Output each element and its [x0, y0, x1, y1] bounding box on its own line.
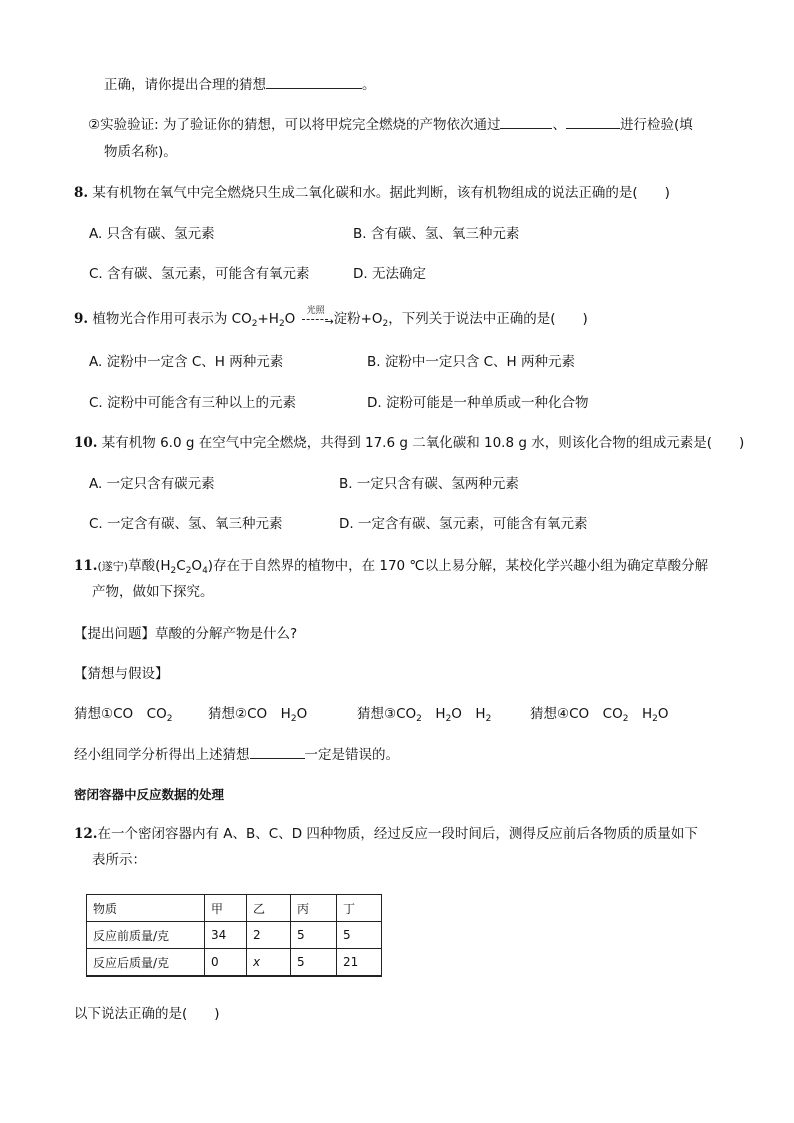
table-cell: x	[247, 949, 291, 977]
table-header-cell: 甲	[205, 895, 247, 922]
table-cell: 5	[291, 922, 337, 949]
subscript: 2	[251, 319, 258, 329]
table-header-cell: 乙	[247, 895, 291, 922]
subscript: 2	[416, 714, 422, 724]
question-stem: 草酸(H	[128, 558, 171, 574]
table-cell: 0	[205, 949, 247, 977]
table-cell: 34	[205, 922, 247, 949]
q10-stem	[74, 433, 744, 453]
subscript: 2	[290, 714, 297, 724]
question-stem: C	[176, 558, 186, 574]
subscript: 2	[652, 714, 658, 724]
subscript: 2	[170, 566, 177, 576]
hypothesis-text: O	[657, 706, 669, 722]
subscript: 2	[445, 714, 452, 724]
hypothesis-text: H	[421, 706, 446, 722]
hypothesis-label: 猜想③	[357, 706, 397, 722]
q7-text: 正确，请你提出合理的猜想	[104, 77, 266, 93]
q12-stem	[74, 824, 698, 844]
hypothesis-4	[530, 704, 668, 729]
question-stem: )存在于自然界的植物中，在 170 ℃以上易分解，某校化学兴趣小组为确定草酸分解	[207, 558, 709, 574]
q9-stem	[74, 306, 588, 334]
hypothesis-text: CO CO	[113, 706, 167, 722]
question-stem: 植物光合作用可表示为 CO	[92, 311, 252, 327]
q7-period: 。	[362, 77, 376, 93]
section-title: 密闭容器中反应数据的处理	[74, 787, 225, 802]
hypothesis-label: 猜想①	[74, 706, 114, 722]
q7-line3: 物质名称)。	[104, 144, 177, 160]
table-cell: 5	[337, 922, 382, 949]
q12-stem-line2: 表所示：	[92, 852, 146, 868]
hypothesis-text: O	[296, 706, 308, 722]
hypothesis-3	[357, 704, 491, 729]
q8-option-c: C. 含有碳、氢元素，可能含有氧元素	[89, 266, 310, 282]
q9-option-a: A. 淀粉中一定含 C、H 两种元素	[89, 354, 284, 370]
q11-problem: 【提出问题】草酸的分解产物是什么?	[74, 626, 298, 642]
analysis-text: 一定是错误的。	[304, 747, 399, 763]
q9-option-c: C. 淀粉中可能含有三种以上的元素	[89, 395, 297, 411]
subscript: 2	[166, 714, 173, 724]
q9-option-b: B. 淀粉中一定只含 C、H 两种元素	[367, 354, 576, 370]
question-stem: 某有机物 6.0 g 在空气中完全燃烧，共得到 17.6 g 二氧化碳和 10.8 g 水，则该化合物的组成元素是( )	[101, 435, 745, 451]
question-number: 12.	[74, 826, 98, 842]
table-cell: 21	[337, 949, 382, 977]
hypothesis-label: 猜想④	[530, 706, 570, 722]
reaction-arrow	[300, 306, 334, 329]
q8-option-d: D. 无法确定	[353, 266, 426, 282]
question-number: 8.	[74, 185, 89, 201]
question-stem: 在一个密闭容器内有 A、B、C、D 四种物质，经过反应一段时间后，测得反应前后各物质的质量如下	[97, 826, 698, 842]
q11-stem-line2: 产物，做如下探究。	[92, 584, 214, 600]
hypothesis-text: CO H	[247, 706, 291, 722]
hypothesis-text: H	[628, 706, 653, 722]
q10-option-a: A. 一定只含有碳元素	[89, 476, 215, 492]
analysis-text: 经小组同学分析得出上述猜想	[74, 747, 250, 763]
table-header-cell: 物质	[87, 895, 205, 922]
question-stem: +H	[257, 311, 279, 327]
subscript: 2	[382, 319, 389, 329]
table-cell: 反应后质量/克	[87, 949, 205, 977]
q8-stem	[74, 183, 670, 203]
question-stem: O	[191, 558, 203, 574]
table-header-row	[87, 895, 382, 922]
subscript: 4	[202, 566, 208, 576]
hypothesis-1	[74, 704, 172, 729]
q11-hypothesis-heading: 【猜想与假设】	[74, 666, 169, 682]
subscript: 2	[185, 566, 192, 576]
q11-analysis	[74, 744, 399, 765]
q9-option-d: D. 淀粉可能是一种单质或一种化合物	[367, 395, 589, 411]
subscript: 2	[485, 714, 492, 724]
answer-blank[interactable]	[266, 74, 362, 89]
subscript: 2	[278, 319, 285, 329]
q10-option-d: D. 一定含有碳、氢元素，可能含有氧元素	[339, 516, 588, 532]
hypothesis-text: CO	[396, 706, 417, 722]
question-number: 11.	[74, 558, 98, 574]
question-number: 9.	[74, 311, 89, 327]
question-stem: ，下列关于说法中正确的是( )	[388, 311, 588, 327]
mass-table	[86, 894, 382, 977]
answer-blank[interactable]	[250, 744, 305, 759]
arrow-head-icon: →	[324, 315, 334, 328]
q12-follow: 以下说法正确的是( )	[74, 1006, 220, 1022]
q10-option-c: C. 一定含有碳、氢、氧三种元素	[89, 516, 283, 532]
q7-text: ②实验验证: 为了验证你的猜想，可以将甲烷完全燃烧的产物依次通过	[88, 117, 501, 133]
table-header-cell: 丙	[291, 895, 337, 922]
reaction-condition: 光照	[306, 306, 325, 316]
table-cell: 反应前质量/克	[87, 922, 205, 949]
table-row	[87, 949, 382, 977]
answer-blank[interactable]	[500, 114, 552, 129]
question-number: 10.	[74, 435, 98, 451]
question-stem: O	[284, 311, 296, 327]
q7-line2	[88, 114, 693, 135]
table-cell: 2	[247, 922, 291, 949]
q10-option-b: B. 一定只含有碳、氢两种元素	[339, 476, 519, 492]
question-source: (遂宁)	[97, 560, 129, 573]
hypothesis-label: 猜想②	[208, 706, 248, 722]
q8-option-b: B. 含有碳、氢、氧三种元素	[353, 226, 520, 242]
q7-text: 进行检验(填	[619, 117, 693, 133]
hypothesis-text: O H	[451, 706, 486, 722]
table-header-cell: 丁	[337, 895, 382, 922]
table-row	[87, 922, 382, 949]
question-stem: 某有机物在氧气中完全燃烧只生成二氧化碳和水。据此判断，该有机物组成的说法正确的是( )	[92, 185, 670, 201]
q11-stem	[74, 556, 708, 581]
q8-option-a: A. 只含有碳、氢元素	[89, 226, 215, 242]
q7-sep: 、	[552, 117, 566, 133]
hypothesis-text: CO CO	[569, 706, 623, 722]
hypothesis-2	[208, 704, 307, 729]
q7-line1	[104, 74, 376, 95]
subscript: 2	[622, 714, 629, 724]
question-stem: 淀粉+O	[333, 311, 383, 327]
answer-blank[interactable]	[566, 114, 620, 129]
table-cell: 5	[291, 949, 337, 977]
